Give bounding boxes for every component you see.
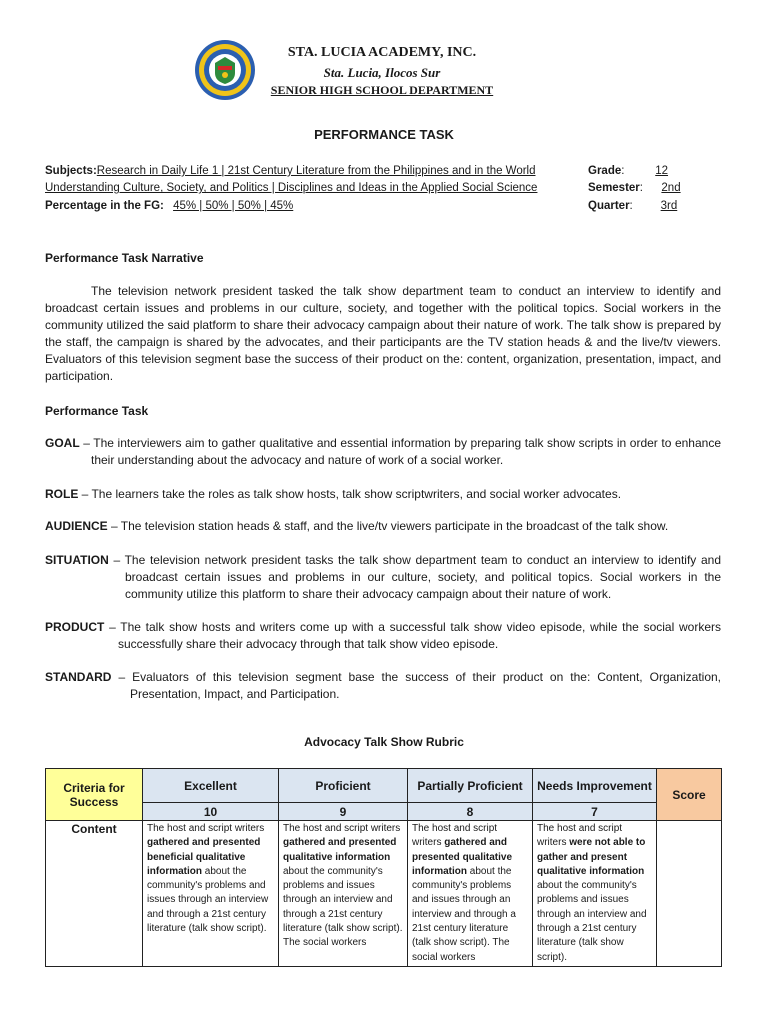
rubric-cell-needs-improvement: The host and script writers were not able to gather and present qualitative information about the community's problems and issues through an interview and through a 21st century literature (talk show script).	[533, 821, 657, 967]
page-title: PERFORMANCE TASK	[314, 127, 454, 142]
role-text: The learners take the roles as talk show hosts, talk show scriptwriters, and social worker advocates.	[91, 487, 622, 501]
task-goal: GOAL – The interviewers aim to gather qualitative and essential information by preparing talk show scripts in order to enhance their understanding about the advocacy and nature of work of a social worker.	[45, 436, 721, 467]
level-header-excellent: Excellent	[143, 769, 279, 803]
quarter-label: Quarter	[588, 200, 630, 212]
level-header-proficient: Proficient	[279, 769, 408, 803]
school-name: STA. LUCIA ACADEMY, INC.	[287, 45, 477, 60]
task-heading: Performance Task	[45, 404, 149, 418]
criterion-content: Content	[46, 821, 143, 967]
situation-key: SITUATION	[45, 553, 109, 567]
narrative-text: The television network president tasked the talk show department team to conduct an interview to identify and broadcast certain issues and problems in our culture, society, and together with the political topics. Social workers in the community utilized the said platform to share their advocacy campaign about their nature of work. The talk show is prepared by the staff, the campaign is shared by the advocates, and their participants are the TV station heads & and the live/tv viewers. Evaluators of this television segment base the success of their product on the: content, organization, presentation, impact, and participation.	[45, 284, 721, 383]
rubric-title: Advocacy Talk Show Rubric	[304, 735, 464, 749]
criteria-header: Criteria for Success	[46, 769, 143, 821]
level-header-partially-proficient: Partially Proficient	[408, 769, 533, 803]
grade-label: Grade	[588, 165, 622, 177]
quarter-row: Quarter: 3rd	[588, 198, 718, 215]
audience-text: The television station heads & staff, and the live/tv viewers participate in the broadcast of the talk show.	[120, 519, 669, 533]
subjects-line-1: Subjects:Research in Daily Life 1 | 21st Century Literature from the Philippines and in the World	[45, 165, 536, 177]
standard-text: Evaluators of this television segment base the success of their product on the: Content, Organization, Presentation, Impact, and Participation.	[130, 670, 721, 701]
semester-row: Semester: 2nd	[588, 180, 718, 197]
subjects-value-2: Understanding Culture, Society, and Politics | Disciplines and Ideas in the Applied Social Science	[45, 182, 538, 194]
role-key: ROLE	[45, 487, 79, 501]
school-seal-logo	[194, 39, 256, 101]
rubric-cell-excellent: The host and script writers gathered and presented beneficial qualitative information about the community's problems and issues through an interview and through a 21st century literature (talk show script).	[143, 821, 279, 967]
semester-label: Semester	[588, 182, 640, 194]
task-audience: AUDIENCE – The television station heads & staff, and the live/tv viewers participate in the broadcast of the talk show.	[45, 519, 669, 533]
rubric-cell-partially-proficient: The host and script writers gathered and presented qualitative information about the community's problems and issues through an interview and through a 21st century literature (talk show script). The social workers	[408, 821, 533, 967]
semester-value: 2nd	[661, 182, 681, 194]
level-header-needs-improvement: Needs Improvement	[533, 769, 657, 803]
quarter-value: 3rd	[660, 200, 678, 212]
task-standard: STANDARD – Evaluators of this television segment base the success of their product on the: Content, Organization, Presentation, Impact, and Participation.	[45, 670, 721, 701]
department-name: SENIOR HIGH SCHOOL DEPARTMENT	[270, 83, 494, 97]
percentage-row: Percentage in the FG: 45% | 50% | 50% | 45%	[45, 198, 445, 215]
points-proficient: 9	[279, 803, 408, 821]
percentage-value: 45% | 50% | 50% | 45%	[173, 200, 294, 212]
rubric-cell-proficient: The host and script writers gathered and presented qualitative information about the community's problems and issues through an interview and through a 21st century literature (talk show script). The social workers	[279, 821, 408, 967]
percentage-label: Percentage in the FG	[45, 200, 161, 212]
grade-value: 12	[655, 165, 669, 177]
situation-text: The television network president tasks the talk show department team to conduct an interview to identify and broadcast certain issues and problems in our culture, society, and political topics. Social workers in the community utilize this platform to share their advocacy campaign about their nature of work.	[124, 553, 721, 601]
score-cell-content	[657, 821, 722, 967]
subjects-value-1: Research in Daily Life 1 | 21st Century Literature from the Philippines and in the World	[96, 165, 536, 177]
task-role: ROLE – The learners take the roles as talk show hosts, talk show scriptwriters, and social worker advocates.	[45, 487, 622, 501]
rubric-table	[45, 768, 722, 967]
task-situation: SITUATION – The television network president tasks the talk show department team to conduct an interview to identify and broadcast certain issues and problems in our culture, society, and political topics. Social workers in the community utilize this platform to share their advocacy campaign about their nature of work.	[45, 553, 721, 601]
product-text: The talk show hosts and writers come up with a successful talk show video episode, while the social workers successfully share their advocacy through that talk show video episode.	[118, 620, 721, 651]
score-header: Score	[657, 769, 722, 821]
points-partially-proficient: 8	[408, 803, 533, 821]
subjects-label: Subjects	[45, 165, 93, 177]
task-product: PRODUCT – The talk show hosts and writers come up with a successful talk show video episode, while the social workers successfully share their advocacy through that talk show video episode.	[45, 620, 721, 651]
grade-row: Grade: 12	[588, 163, 718, 180]
points-excellent: 10	[143, 803, 279, 821]
school-location: Sta. Lucia, Ilocos Sur	[323, 65, 441, 80]
goal-text: The interviewers aim to gather qualitative and essential information by preparing talk show scripts in order to enhance their understanding about the advocacy and nature of work of a social worker.	[91, 436, 721, 467]
goal-key: GOAL	[45, 436, 80, 450]
audience-key: AUDIENCE	[45, 519, 108, 533]
narrative-heading: Performance Task Narrative	[45, 251, 204, 265]
points-needs-improvement: 7	[533, 803, 657, 821]
product-key: PRODUCT	[45, 620, 105, 634]
standard-key: STANDARD	[45, 670, 112, 684]
